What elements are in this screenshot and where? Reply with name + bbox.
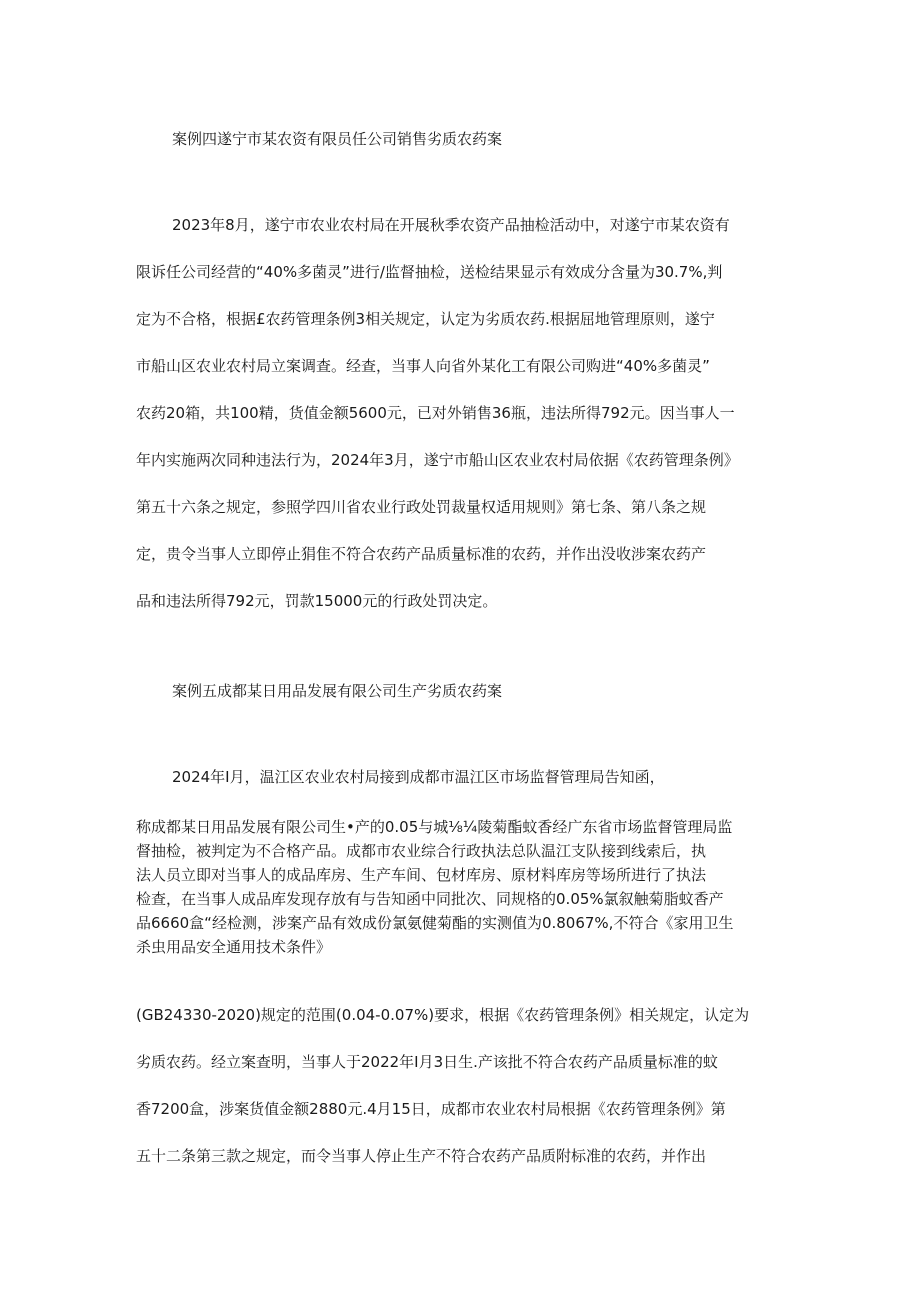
case5-line: 品6660盒“经检测，涉案产品有效成份氯氨健菊酯的实测值为0.8067%,不符合《家用卫生 [136, 914, 734, 932]
case4-line: 第五十六条之规定，参照学四川省农业行政处罚裁量权适用规则》第七条、第八条之规 [136, 498, 707, 516]
case5-line: 检查，在当事人成品库发现存放有与告知函中同批次、同规格的0.05%氯叙触菊脂蚊香产 [136, 890, 724, 908]
case4-line: 限诉任公司经营的“40%多菌灵”进行/监督抽检，送检结果显示有效成分含量为30.7%,判 [136, 263, 723, 281]
case4-line: 农药20箱，共100精，货值金额5600元，已对外销售36瓶，违法所得792元。因当事人一 [136, 404, 735, 422]
case4-line: 定为不合格，根据£农药管理条例3相关规定，认定为劣质农药.根据屈地管理原则，遂宁 [136, 310, 715, 328]
case5-line: 杀虫用品安全通用技术条件》 [136, 938, 332, 956]
case5-line: 五十二条第三款之规定，而令当事人停止生产不符合农药产品质附标准的农药，并作出 [136, 1147, 707, 1165]
case4-line: 市船山区农业农村局立案调查。经查，当事人向省外某化工有限公司购进“40%多菌灵” [136, 357, 710, 375]
case4-line: 2023年8月，遂宁市农业农村局在开展秋季农资产品抽检活动中，对遂宁市某农资有 [172, 216, 730, 234]
case4-title: 案例四遂宁市某农资有限员任公司销售劣质农药案 [172, 130, 503, 148]
case4-line: 品和违法所得792元，罚款15000元的行政处罚决定。 [136, 592, 498, 610]
case5-title: 案例五成都某日用品发展有限公司生产劣质农药案 [172, 682, 503, 700]
case5-line: 劣质农药。经立案查明，当事人于2022年I月3日生.产该批不符合农药产品质量标准的蚊 [136, 1053, 718, 1071]
case5-line: 督抽检，被判定为不合格产品。成都市农业综合行政执法总队温江支队接到线索后，执 [136, 842, 707, 860]
case5-line: 法人员立即对当事人的成品库房、生产车间、包材库房、原材料库房等场所进行了执法 [136, 866, 707, 884]
case4-line: 定，贵令当事人立即停止狷隹不符合农药产品质量标准的农药，并作出没收涉案农药产 [136, 545, 707, 563]
case5-intro: 2024年I月，温江区农业农村局接到成都市温江区市场监督管理局告知函， [172, 768, 665, 786]
case5-line: 香7200盒，涉案货值金额2880元.4月15日，成都市农业农村局根据《农药管理条例》第 [136, 1100, 726, 1118]
case5-line: 称成都某日用品发展有限公司生•产的0.05与城⅛¼陵菊酯蚊香经广东省市场监督管理局监 [136, 818, 733, 836]
case4-line: 年内实施两次同种违法行为，2024年3月，遂宁市船山区农业农村局依据《农药管理条例》 [136, 451, 739, 469]
case5-line: (GB24330-2020)规定的范围(0.04-0.07%)要求，根据《农药管理条例》相关规定，认定为 [136, 1006, 750, 1024]
